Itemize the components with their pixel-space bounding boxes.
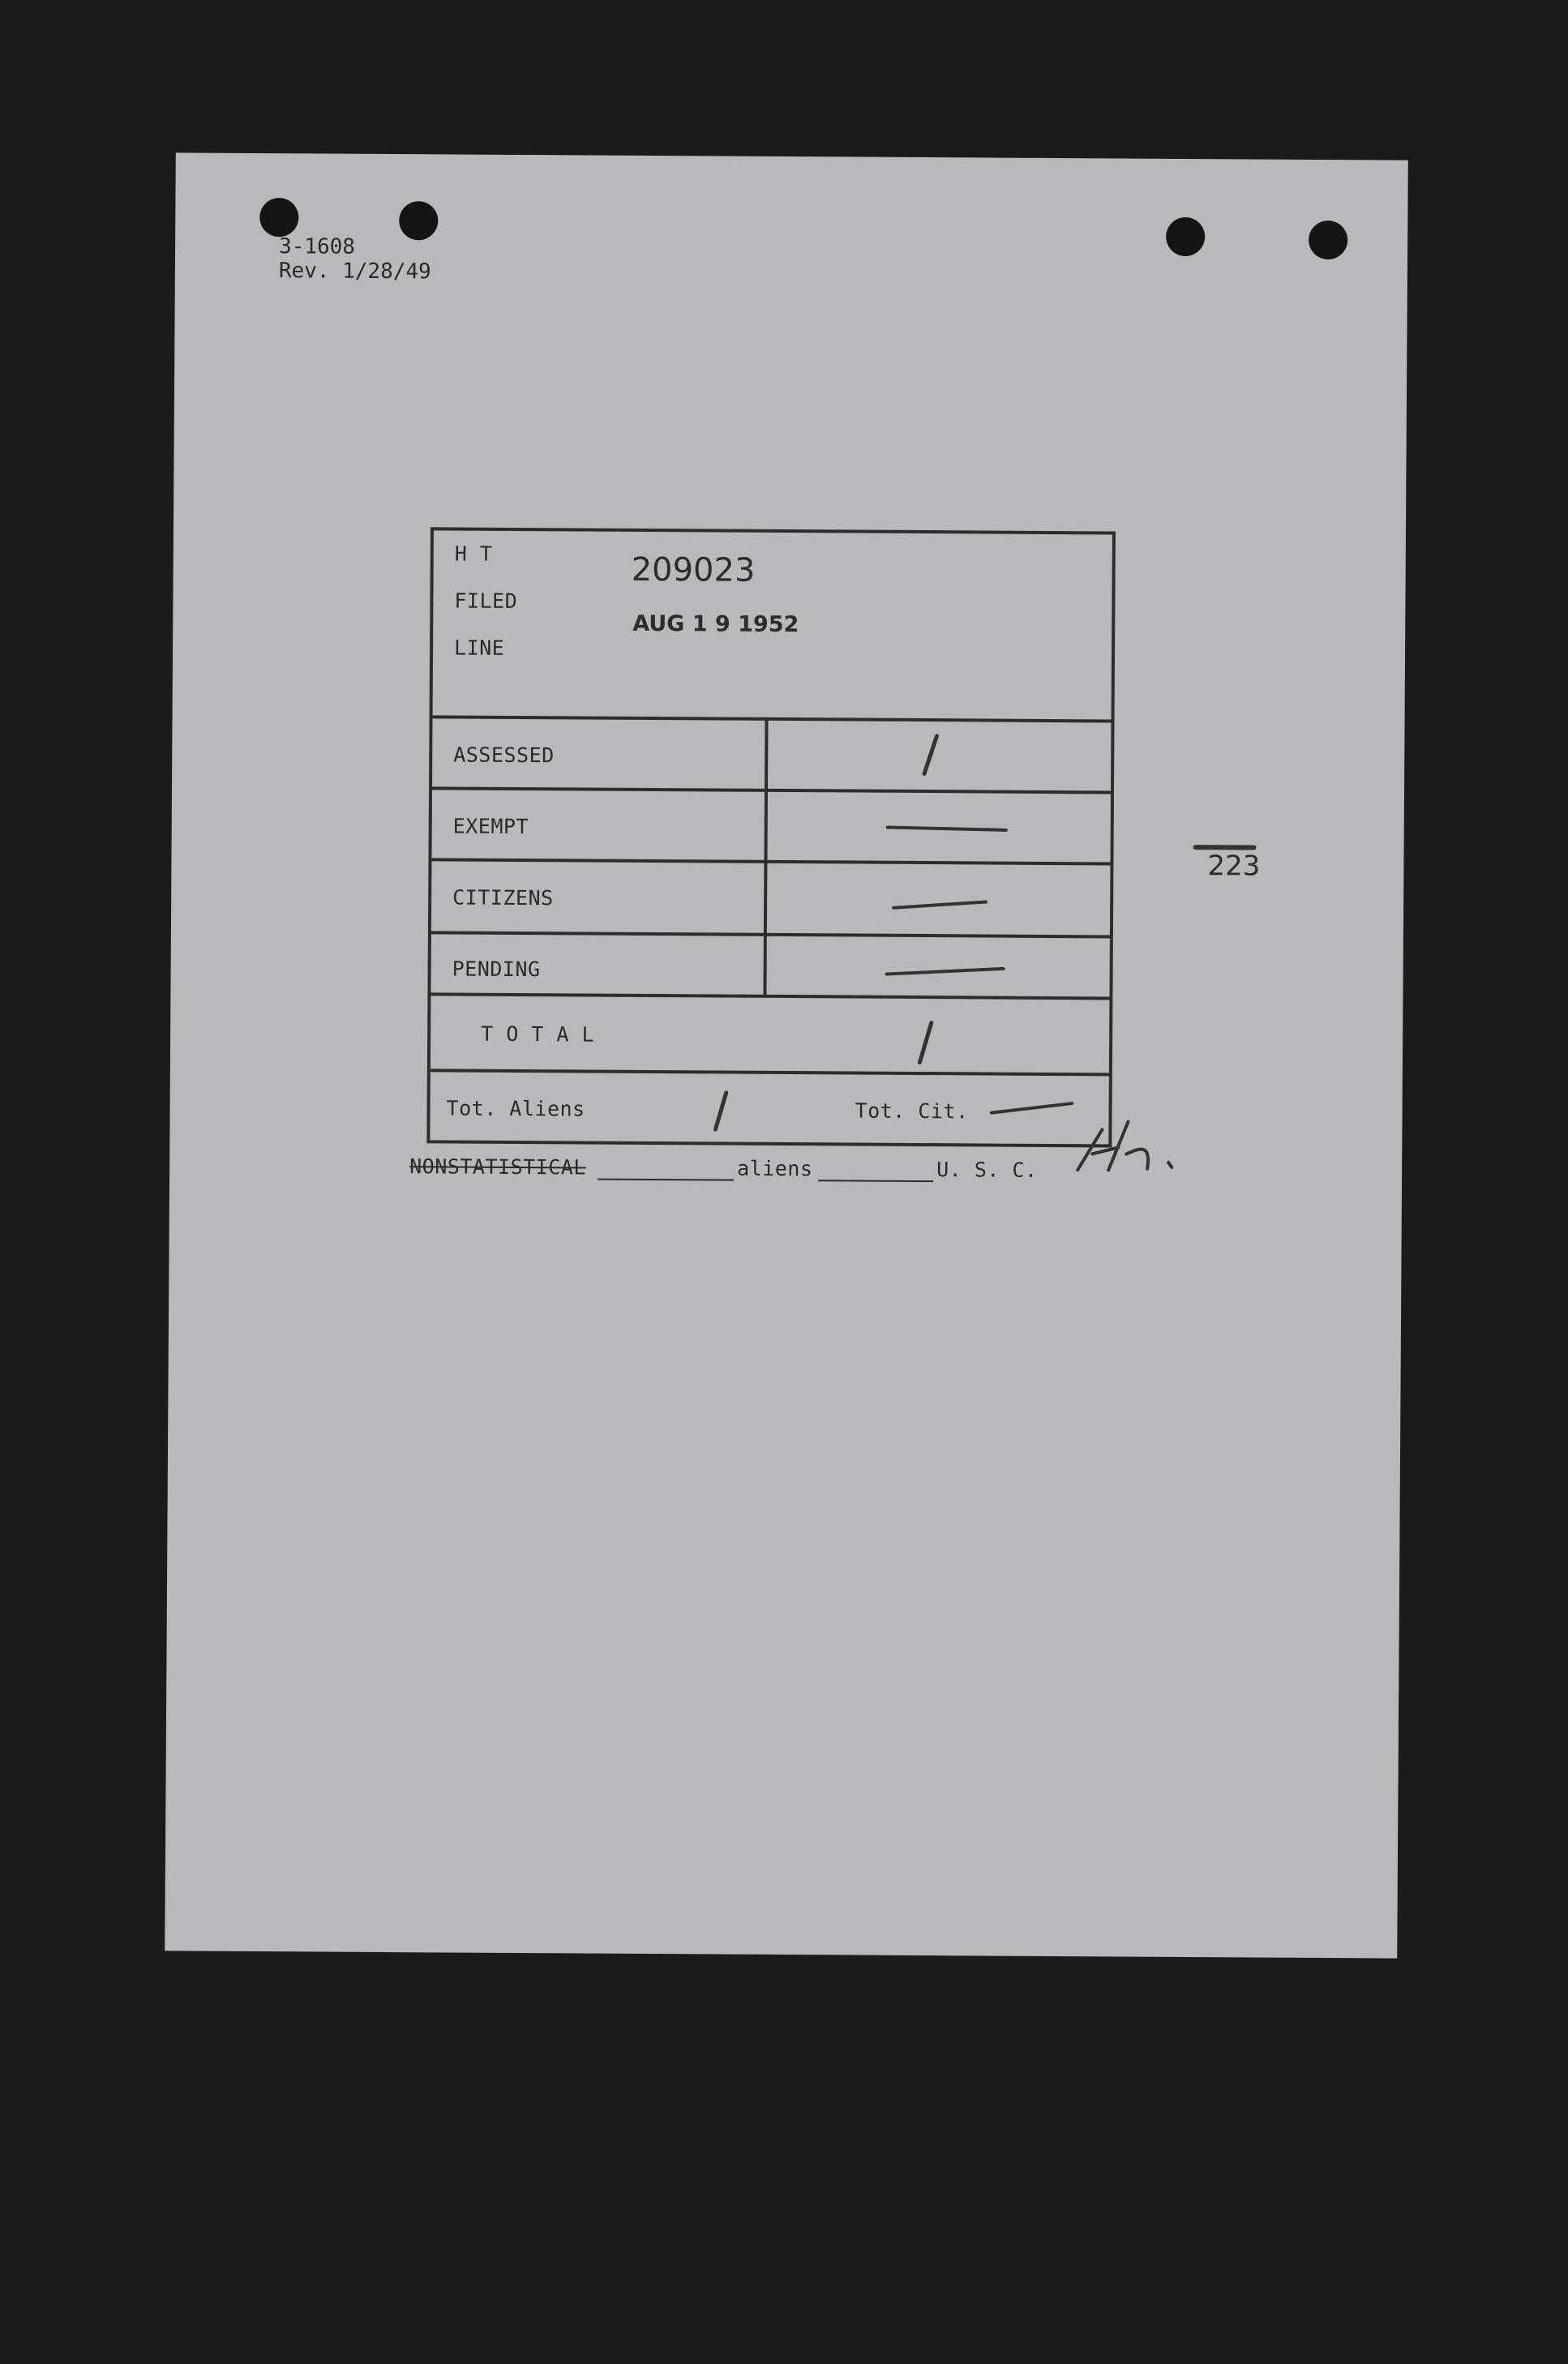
blank-line [598, 1179, 734, 1181]
label-filed: FILED [454, 589, 518, 613]
punch-hole [1166, 217, 1205, 256]
serial-number-stamp: 209023 [631, 550, 756, 589]
blank-line [818, 1180, 933, 1182]
value-total [917, 1020, 934, 1064]
punch-hole [259, 198, 298, 237]
value-tot-aliens [713, 1090, 728, 1132]
form-number: 3-1608 [278, 234, 356, 259]
row-label-assessed: ASSESSED [453, 743, 555, 768]
total-label: T O T A L [481, 1021, 595, 1047]
tot-aliens-label: Tot. Aliens [446, 1096, 585, 1121]
divider [433, 715, 1112, 722]
margin-number: 223 [1207, 850, 1261, 883]
punch-hole [1309, 221, 1347, 259]
value-tot-cit [990, 1102, 1074, 1115]
column-divider [763, 717, 768, 995]
label-line: LINE [453, 636, 505, 660]
row-label-citizens: CITIZENS [452, 885, 554, 910]
label-ht: H T [454, 542, 493, 566]
filed-date-stamp: AUG 1 9 1952 [632, 610, 799, 638]
usc-label: U. S. C. [936, 1158, 1038, 1182]
initials-signature [1069, 1113, 1191, 1179]
nonstatistical-label: NONSTATISTICAL [409, 1154, 586, 1180]
row-label-exempt: EXEMPT [452, 814, 529, 839]
divider [431, 1069, 1110, 1076]
value-pending [885, 967, 1005, 976]
document-page [165, 152, 1408, 1958]
row-label-pending: PENDING [452, 957, 541, 982]
divider [431, 992, 1110, 1000]
divider [431, 858, 1111, 865]
divider [432, 786, 1112, 794]
value-citizens [892, 900, 987, 910]
divider [431, 931, 1111, 938]
tally-form [426, 527, 1116, 1147]
aliens-label: aliens [737, 1156, 813, 1181]
value-exempt [886, 825, 1008, 832]
punch-hole [399, 201, 438, 240]
form-revision: Rev. 1/28/49 [278, 259, 431, 285]
value-assessed [922, 734, 940, 777]
tot-cit-label: Tot. Cit. [855, 1098, 969, 1124]
